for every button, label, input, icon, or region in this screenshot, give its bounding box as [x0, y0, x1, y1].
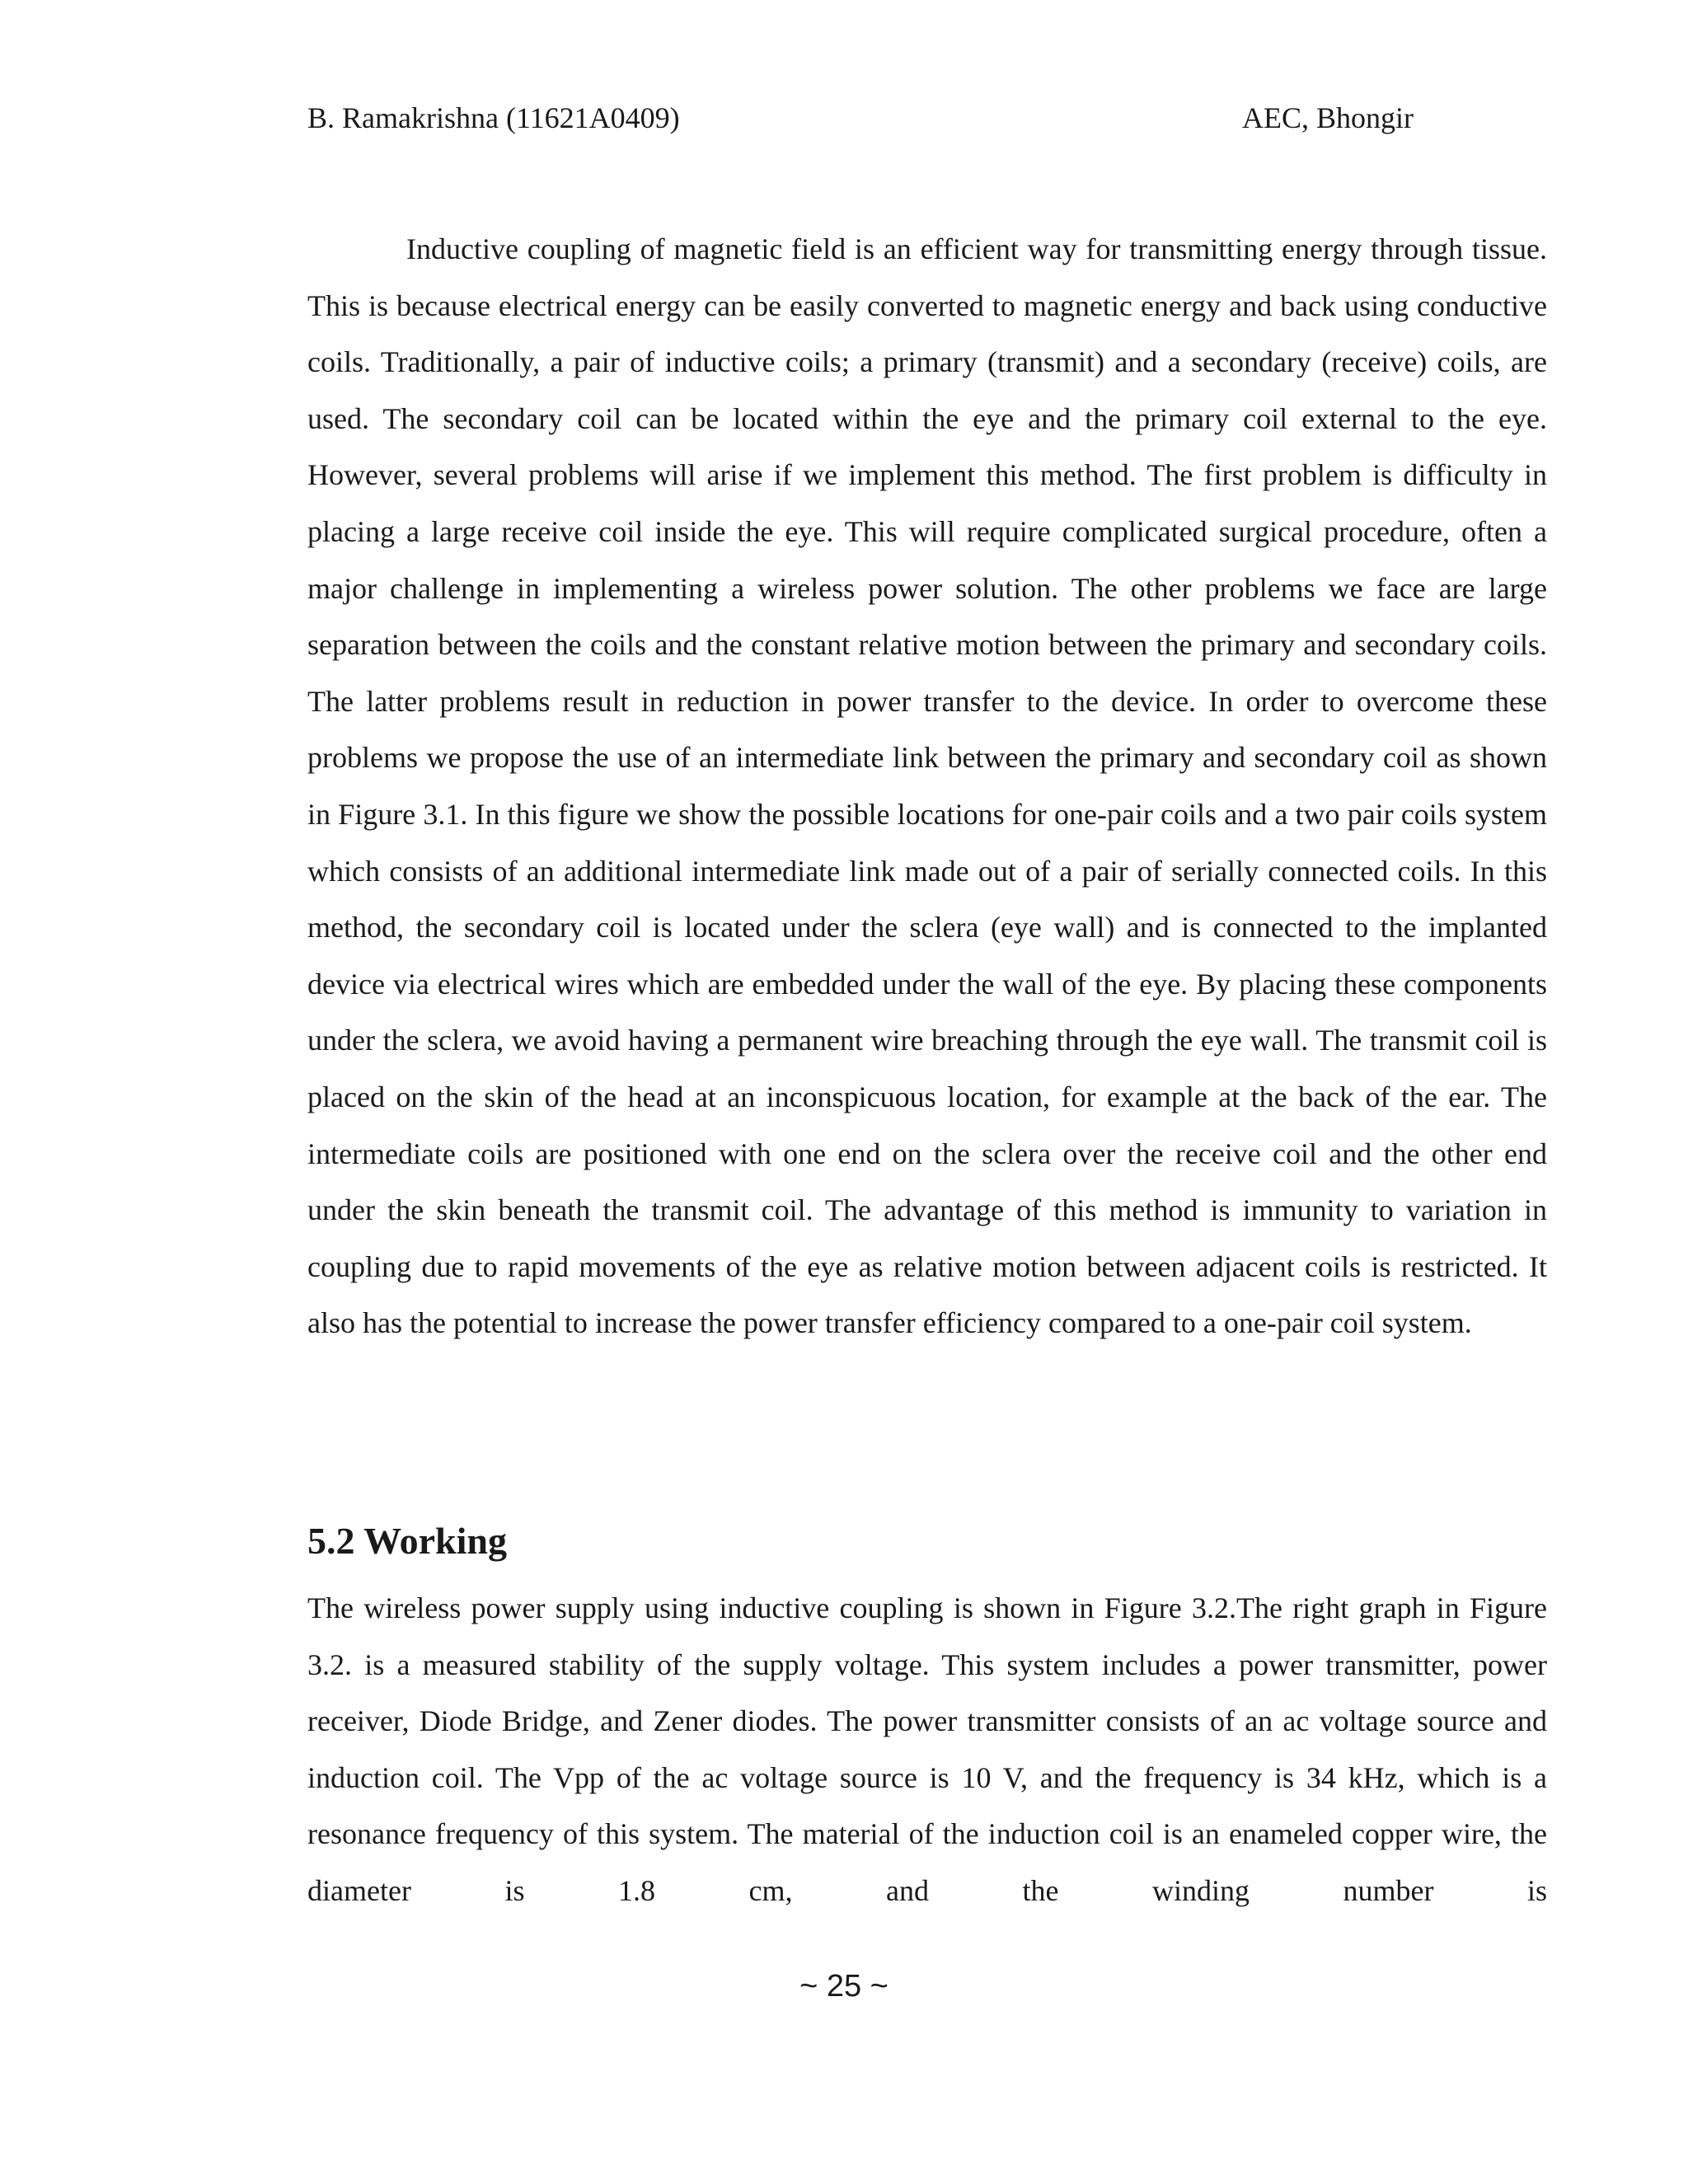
- page-number: ~ 25 ~: [799, 1969, 889, 2004]
- header-author: B. Ramakrishna (11621A0409): [307, 101, 680, 134]
- body-paragraph-2: The wireless power supply using inductive coupling is shown in Figure 3.2.The right graph in Figure 3.2. is a measured stability of the supply voltage. This system includes a power transmitter, power receiver, Diode Bridge, and Zener diodes. The power transmitter consists of an ac voltage source and induction coil. The Vpp of the ac voltage source is 10 V, and the frequency is 34 kHz, which is a resonance frequency of this system. The material of the induction coil is an enameled copper wire, the diameter is 1.8 cm, and the winding number is: [307, 1591, 1547, 1907]
- body-paragraph-1: Inductive coupling of magnetic field is an efficient way for transmitting energy through tissue. This is because electrical energy can be easily converted to magnetic energy and back using conductive coils. Traditionally, a pair of inductive coils; a primary (transmit) and a secondary (receive) coils, are used. The secondary coil can be located within the eye and the primary coil external to the eye. However, several problems will arise if we implement this method. The first problem is difficulty in placing a large receive coil inside the eye. This will require complicated surgical procedure, often a major challenge in implementing a wireless power solution. The other problems we face are large separation between the coils and the constant relative motion between the primary and secondary coils. The latter problems result in reduction in power transfer to the device. In order to overcome these problems we propose the use of an intermediate link between the primary and secondary coil as shown in Figure 3.1. In this figure we show the possible locations for one-pair coils and a two pair coils system which consists of an additional intermediate link made out of a pair of serially connected coils. In this method, the secondary coil is located under the sclera (eye wall) and is connected to the implanted device via electrical wires which are embedded under the wall of the eye. By placing these components under the sclera, we avoid having a permanent wire breaching through the eye wall. The transmit coil is placed on the skin of the head at an inconspicuous location, for example at the back of the ear. The intermediate coils are positioned with one end on the sclera over the receive coil and the other end under the skin beneath the transmit coil. The advantage of this method is immunity to variation in coupling due to rapid movements of the eye as relative motion between adjacent coils is restricted. It also has the potential to increase the power transfer efficiency compared to a one-pair coil system.: [307, 232, 1547, 1340]
- page-header: [307, 97, 1414, 138]
- section-heading: 5.2 Working: [307, 1520, 507, 1562]
- header-institution: AEC, Bhongir: [1241, 101, 1414, 134]
